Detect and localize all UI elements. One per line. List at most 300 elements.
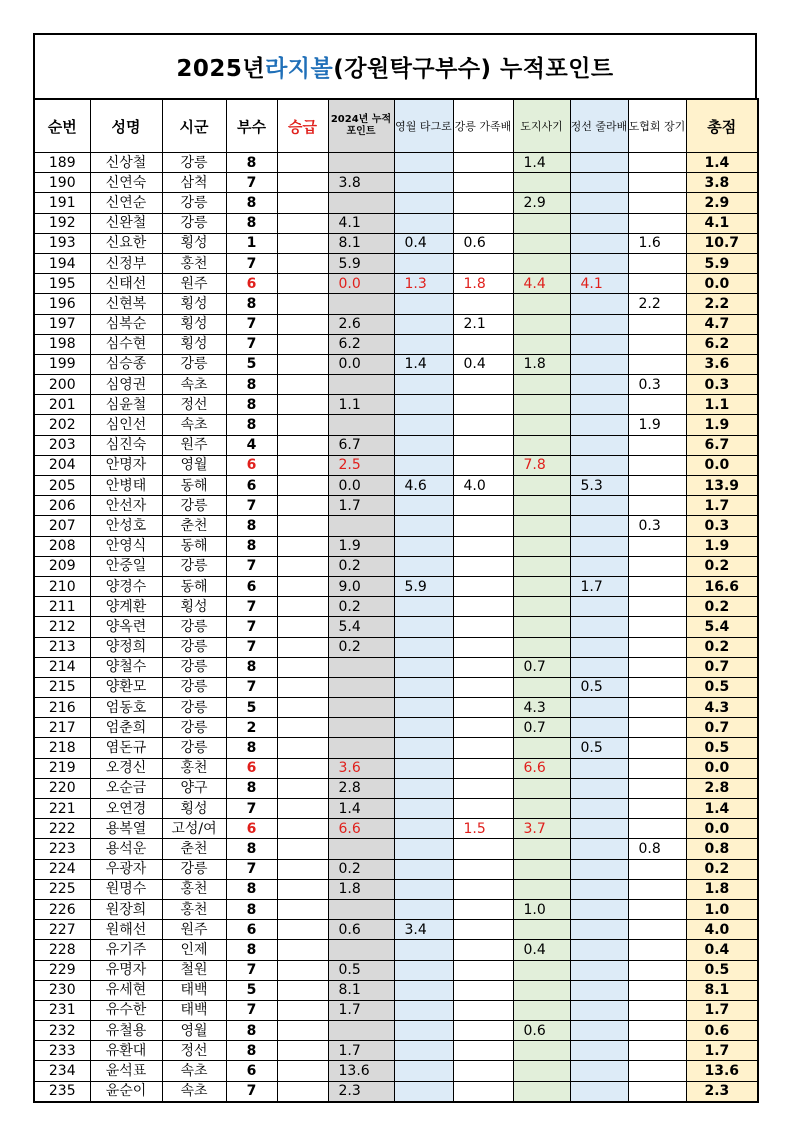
cell-city: 횡성: [162, 233, 226, 253]
cell-no: 205: [34, 476, 90, 496]
cell-governor-cup: [513, 233, 570, 253]
table-row: [34, 758, 758, 778]
cell-city: 강릉: [162, 698, 226, 718]
cell-governor-cup: [513, 496, 570, 516]
header-yeongwol: 영월 타그로: [394, 99, 453, 153]
cell-name: 신연숙: [90, 173, 162, 193]
cell-name: 유환대: [90, 1041, 162, 1061]
cell-total: 0.5: [686, 738, 758, 758]
cell-bu: 8: [226, 536, 277, 556]
cell-promo: [277, 940, 328, 960]
cell-name: 신태선: [90, 274, 162, 294]
cell-2024-points: 13.6: [328, 1061, 394, 1081]
cell-no: 202: [34, 415, 90, 435]
cell-jeongseon: [570, 859, 628, 879]
header-governor-cup: 도지사기: [513, 99, 570, 153]
cell-2024-points: 8.1: [328, 980, 394, 1000]
cell-gangneung: [453, 920, 513, 940]
points-table: [33, 98, 759, 1103]
table-row: [34, 637, 758, 657]
cell-bu: 8: [226, 839, 277, 859]
cell-name: 신요한: [90, 233, 162, 253]
cell-city: 속초: [162, 1061, 226, 1081]
cell-no: 215: [34, 677, 90, 697]
cell-name: 안성호: [90, 516, 162, 536]
cell-name: 신현복: [90, 294, 162, 314]
cell-city: 인제: [162, 940, 226, 960]
cell-total: 1.9: [686, 536, 758, 556]
cell-gangneung: [453, 173, 513, 193]
header-jeongseon: 정선 줄라배: [570, 99, 628, 153]
cell-yeongwol: [394, 758, 453, 778]
cell-no: 219: [34, 758, 90, 778]
cell-name: 오순금: [90, 778, 162, 798]
title-suffix: (강원탁구부수) 누적포인트: [333, 56, 614, 82]
cell-city: 영월: [162, 1021, 226, 1041]
cell-yeongwol: [394, 455, 453, 475]
cell-city: 태백: [162, 1000, 226, 1020]
cell-yeongwol: [394, 799, 453, 819]
cell-governor-cup: [513, 173, 570, 193]
cell-no: 198: [34, 334, 90, 354]
cell-governor-cup: [513, 253, 570, 273]
table-row: [34, 617, 758, 637]
cell-no: 226: [34, 899, 90, 919]
cell-association: [628, 476, 686, 496]
cell-association: [628, 496, 686, 516]
cell-name: 원해선: [90, 920, 162, 940]
title-accent: 라지볼: [265, 56, 334, 82]
table-row: [34, 556, 758, 576]
cell-bu: 7: [226, 496, 277, 516]
cell-2024-points: 3.6: [328, 758, 394, 778]
cell-yeongwol: 1.3: [394, 274, 453, 294]
cell-gangneung: [453, 1041, 513, 1061]
cell-bu: 8: [226, 153, 277, 173]
cell-gangneung: [453, 940, 513, 960]
cell-city: 원주: [162, 435, 226, 455]
table-row: [34, 213, 758, 233]
cell-no: 218: [34, 738, 90, 758]
cell-total: 0.2: [686, 556, 758, 576]
cell-gangneung: [453, 334, 513, 354]
cell-promo: [277, 819, 328, 839]
cell-name: 엄동호: [90, 698, 162, 718]
cell-yeongwol: [394, 294, 453, 314]
cell-governor-cup: [513, 1061, 570, 1081]
cell-total: 0.5: [686, 677, 758, 697]
cell-bu: 7: [226, 253, 277, 273]
cell-governor-cup: [513, 415, 570, 435]
cell-yeongwol: [394, 657, 453, 677]
cell-governor-cup: [513, 375, 570, 395]
cell-no: 197: [34, 314, 90, 334]
cell-total: 2.8: [686, 778, 758, 798]
cell-promo: [277, 415, 328, 435]
cell-association: [628, 819, 686, 839]
cell-name: 우광자: [90, 859, 162, 879]
cell-bu: 7: [226, 334, 277, 354]
cell-bu: 6: [226, 1061, 277, 1081]
cell-name: 안영식: [90, 536, 162, 556]
cell-governor-cup: 3.7: [513, 819, 570, 839]
cell-promo: [277, 637, 328, 657]
cell-name: 유세현: [90, 980, 162, 1000]
cell-2024-points: [328, 657, 394, 677]
cell-promo: [277, 274, 328, 294]
cell-association: [628, 253, 686, 273]
cell-bu: 1: [226, 233, 277, 253]
table-row: [34, 677, 758, 697]
cell-2024-points: [328, 193, 394, 213]
cell-bu: 8: [226, 375, 277, 395]
cell-promo: [277, 1041, 328, 1061]
cell-name: 양정희: [90, 637, 162, 657]
cell-jeongseon: [570, 193, 628, 213]
table-row: [34, 314, 758, 334]
cell-association: [628, 920, 686, 940]
cell-governor-cup: [513, 476, 570, 496]
cell-2024-points: 2.6: [328, 314, 394, 334]
cell-2024-points: 0.2: [328, 859, 394, 879]
cell-bu: 6: [226, 819, 277, 839]
cell-total: 0.2: [686, 637, 758, 657]
cell-yeongwol: [394, 718, 453, 738]
cell-no: 213: [34, 637, 90, 657]
cell-jeongseon: [570, 718, 628, 738]
cell-gangneung: [453, 1000, 513, 1020]
cell-2024-points: 1.7: [328, 1000, 394, 1020]
cell-city: 강릉: [162, 213, 226, 233]
table-row: [34, 536, 758, 556]
cell-city: 철원: [162, 960, 226, 980]
cell-name: 용석운: [90, 839, 162, 859]
cell-yeongwol: [394, 153, 453, 173]
cell-city: 횡성: [162, 334, 226, 354]
sheet-title: [33, 33, 757, 98]
cell-yeongwol: 3.4: [394, 920, 453, 940]
table-row: [34, 253, 758, 273]
cell-city: 강릉: [162, 859, 226, 879]
cell-yeongwol: 1.4: [394, 354, 453, 374]
cell-yeongwol: [394, 637, 453, 657]
cell-bu: 7: [226, 859, 277, 879]
cell-bu: 7: [226, 677, 277, 697]
cell-city: 원주: [162, 274, 226, 294]
cell-gangneung: [453, 778, 513, 798]
cell-jeongseon: [570, 253, 628, 273]
cell-jeongseon: [570, 1041, 628, 1061]
cell-name: 신상철: [90, 153, 162, 173]
cell-gangneung: 1.8: [453, 274, 513, 294]
cell-city: 춘천: [162, 516, 226, 536]
cell-association: [628, 899, 686, 919]
cell-governor-cup: 1.4: [513, 153, 570, 173]
cell-name: 원장희: [90, 899, 162, 919]
cell-2024-points: 3.8: [328, 173, 394, 193]
cell-bu: 5: [226, 980, 277, 1000]
cell-association: [628, 1081, 686, 1102]
cell-name: 신정부: [90, 253, 162, 273]
cell-total: 1.4: [686, 153, 758, 173]
cell-governor-cup: 6.6: [513, 758, 570, 778]
cell-total: 3.6: [686, 354, 758, 374]
cell-yeongwol: [394, 1000, 453, 1020]
cell-jeongseon: [570, 819, 628, 839]
cell-yeongwol: [394, 173, 453, 193]
cell-bu: 8: [226, 899, 277, 919]
cell-association: [628, 1000, 686, 1020]
cell-bu: 8: [226, 778, 277, 798]
cell-jeongseon: [570, 799, 628, 819]
cell-association: [628, 274, 686, 294]
cell-jeongseon: [570, 1021, 628, 1041]
cell-no: 227: [34, 920, 90, 940]
cell-yeongwol: [394, 253, 453, 273]
cell-bu: 6: [226, 476, 277, 496]
cell-city: 홍천: [162, 758, 226, 778]
table-row: [34, 940, 758, 960]
cell-total: 13.6: [686, 1061, 758, 1081]
cell-association: [628, 435, 686, 455]
cell-2024-points: 1.9: [328, 536, 394, 556]
cell-governor-cup: [513, 294, 570, 314]
cell-promo: [277, 375, 328, 395]
cell-gangneung: [453, 435, 513, 455]
cell-promo: [277, 476, 328, 496]
cell-jeongseon: [570, 839, 628, 859]
table-row: [34, 738, 758, 758]
cell-no: 194: [34, 253, 90, 273]
cell-yeongwol: [394, 193, 453, 213]
cell-governor-cup: [513, 314, 570, 334]
cell-promo: [277, 1061, 328, 1081]
header-promo: 승급: [277, 99, 328, 153]
cell-promo: [277, 1021, 328, 1041]
cell-jeongseon: [570, 758, 628, 778]
cell-bu: 6: [226, 920, 277, 940]
cell-yeongwol: [394, 617, 453, 637]
table-row: [34, 516, 758, 536]
cell-yeongwol: [394, 334, 453, 354]
cell-bu: 8: [226, 1041, 277, 1061]
cell-total: 16.6: [686, 576, 758, 596]
cell-gangneung: [453, 1081, 513, 1102]
cell-total: 0.0: [686, 455, 758, 475]
cell-no: 216: [34, 698, 90, 718]
cell-city: 강릉: [162, 153, 226, 173]
cell-2024-points: [328, 738, 394, 758]
cell-total: 8.1: [686, 980, 758, 1000]
cell-city: 홍천: [162, 253, 226, 273]
cell-2024-points: 0.5: [328, 960, 394, 980]
cell-total: 6.7: [686, 435, 758, 455]
cell-gangneung: [453, 859, 513, 879]
cell-governor-cup: 0.7: [513, 657, 570, 677]
cell-no: 224: [34, 859, 90, 879]
table-row: [34, 233, 758, 253]
cell-governor-cup: 4.3: [513, 698, 570, 718]
cell-bu: 6: [226, 758, 277, 778]
cell-total: 1.7: [686, 1041, 758, 1061]
cell-city: 홍천: [162, 899, 226, 919]
cell-name: 안명자: [90, 455, 162, 475]
cell-jeongseon: [570, 657, 628, 677]
header-bu: 부수: [226, 99, 277, 153]
cell-association: [628, 799, 686, 819]
cell-name: 유수한: [90, 1000, 162, 1020]
cell-yeongwol: [394, 516, 453, 536]
cell-2024-points: [328, 415, 394, 435]
cell-city: 속초: [162, 415, 226, 435]
cell-2024-points: [328, 375, 394, 395]
cell-association: [628, 879, 686, 899]
cell-yeongwol: [394, 698, 453, 718]
cell-no: 191: [34, 193, 90, 213]
cell-2024-points: 2.8: [328, 778, 394, 798]
cell-no: 201: [34, 395, 90, 415]
cell-governor-cup: [513, 980, 570, 1000]
cell-total: 5.9: [686, 253, 758, 273]
cell-total: 0.4: [686, 940, 758, 960]
cell-total: 1.0: [686, 899, 758, 919]
cell-promo: [277, 576, 328, 596]
cell-city: 강릉: [162, 617, 226, 637]
cell-yeongwol: [394, 819, 453, 839]
cell-gangneung: 4.0: [453, 476, 513, 496]
cell-total: 13.9: [686, 476, 758, 496]
cell-total: 0.7: [686, 718, 758, 738]
cell-name: 안선자: [90, 496, 162, 516]
cell-no: 234: [34, 1061, 90, 1081]
cell-gangneung: [453, 698, 513, 718]
cell-name: 양철수: [90, 657, 162, 677]
cell-bu: 8: [226, 294, 277, 314]
table-row: [34, 597, 758, 617]
cell-promo: [277, 354, 328, 374]
cell-no: 232: [34, 1021, 90, 1041]
cell-gangneung: [453, 1021, 513, 1041]
cell-governor-cup: [513, 576, 570, 596]
cell-no: 211: [34, 597, 90, 617]
cell-bu: 8: [226, 657, 277, 677]
cell-gangneung: [453, 193, 513, 213]
cell-association: [628, 536, 686, 556]
cell-governor-cup: 7.8: [513, 455, 570, 475]
cell-bu: 2: [226, 718, 277, 738]
cell-city: 강릉: [162, 193, 226, 213]
cell-total: 0.5: [686, 960, 758, 980]
cell-total: 0.0: [686, 758, 758, 778]
cell-promo: [277, 334, 328, 354]
cell-no: 195: [34, 274, 90, 294]
cell-jeongseon: 4.1: [570, 274, 628, 294]
cell-association: [628, 395, 686, 415]
cell-name: 안중일: [90, 556, 162, 576]
cell-name: 오경신: [90, 758, 162, 778]
cell-jeongseon: 1.7: [570, 576, 628, 596]
cell-total: 2.9: [686, 193, 758, 213]
cell-city: 속초: [162, 1081, 226, 1102]
cell-jeongseon: [570, 980, 628, 1000]
cell-total: 3.8: [686, 173, 758, 193]
cell-city: 춘천: [162, 839, 226, 859]
cell-jeongseon: [570, 496, 628, 516]
cell-total: 4.0: [686, 920, 758, 940]
cell-gangneung: [453, 253, 513, 273]
cell-association: [628, 1061, 686, 1081]
cell-city: 횡성: [162, 597, 226, 617]
cell-association: [628, 597, 686, 617]
cell-promo: [277, 758, 328, 778]
cell-association: [628, 1021, 686, 1041]
table-row: [34, 173, 758, 193]
cell-2024-points: [328, 839, 394, 859]
cell-promo: [277, 253, 328, 273]
cell-jeongseon: [570, 899, 628, 919]
cell-promo: [277, 738, 328, 758]
header-2024-points: 2024년 누적포인트: [328, 99, 394, 153]
cell-promo: [277, 920, 328, 940]
cell-name: 양옥련: [90, 617, 162, 637]
cell-gangneung: [453, 455, 513, 475]
table-row: [34, 799, 758, 819]
cell-governor-cup: [513, 778, 570, 798]
cell-yeongwol: [394, 738, 453, 758]
cell-promo: [277, 314, 328, 334]
cell-total: 1.7: [686, 496, 758, 516]
cell-promo: [277, 718, 328, 738]
cell-governor-cup: [513, 738, 570, 758]
table-row: [34, 334, 758, 354]
cell-city: 동해: [162, 576, 226, 596]
cell-bu: 7: [226, 960, 277, 980]
cell-2024-points: 0.2: [328, 597, 394, 617]
cell-association: 2.2: [628, 294, 686, 314]
cell-jeongseon: [570, 455, 628, 475]
cell-jeongseon: [570, 637, 628, 657]
cell-promo: [277, 879, 328, 899]
cell-gangneung: [453, 980, 513, 1000]
table-row: [34, 1061, 758, 1081]
header-gangneung: 강릉 가족배: [453, 99, 513, 153]
cell-association: [628, 1041, 686, 1061]
cell-promo: [277, 395, 328, 415]
cell-yeongwol: [394, 1061, 453, 1081]
cell-total: 1.7: [686, 1000, 758, 1020]
cell-governor-cup: [513, 879, 570, 899]
cell-governor-cup: 0.6: [513, 1021, 570, 1041]
cell-jeongseon: [570, 516, 628, 536]
cell-promo: [277, 556, 328, 576]
cell-promo: [277, 617, 328, 637]
cell-total: 4.7: [686, 314, 758, 334]
cell-gangneung: [453, 153, 513, 173]
cell-gangneung: 0.4: [453, 354, 513, 374]
cell-governor-cup: [513, 556, 570, 576]
cell-total: 0.0: [686, 274, 758, 294]
table-row: [34, 1041, 758, 1061]
cell-name: 심윤철: [90, 395, 162, 415]
cell-association: [628, 153, 686, 173]
cell-promo: [277, 859, 328, 879]
cell-jeongseon: [570, 435, 628, 455]
cell-yeongwol: [394, 839, 453, 859]
cell-2024-points: 0.0: [328, 354, 394, 374]
cell-gangneung: [453, 879, 513, 899]
cell-promo: [277, 899, 328, 919]
cell-no: 192: [34, 213, 90, 233]
